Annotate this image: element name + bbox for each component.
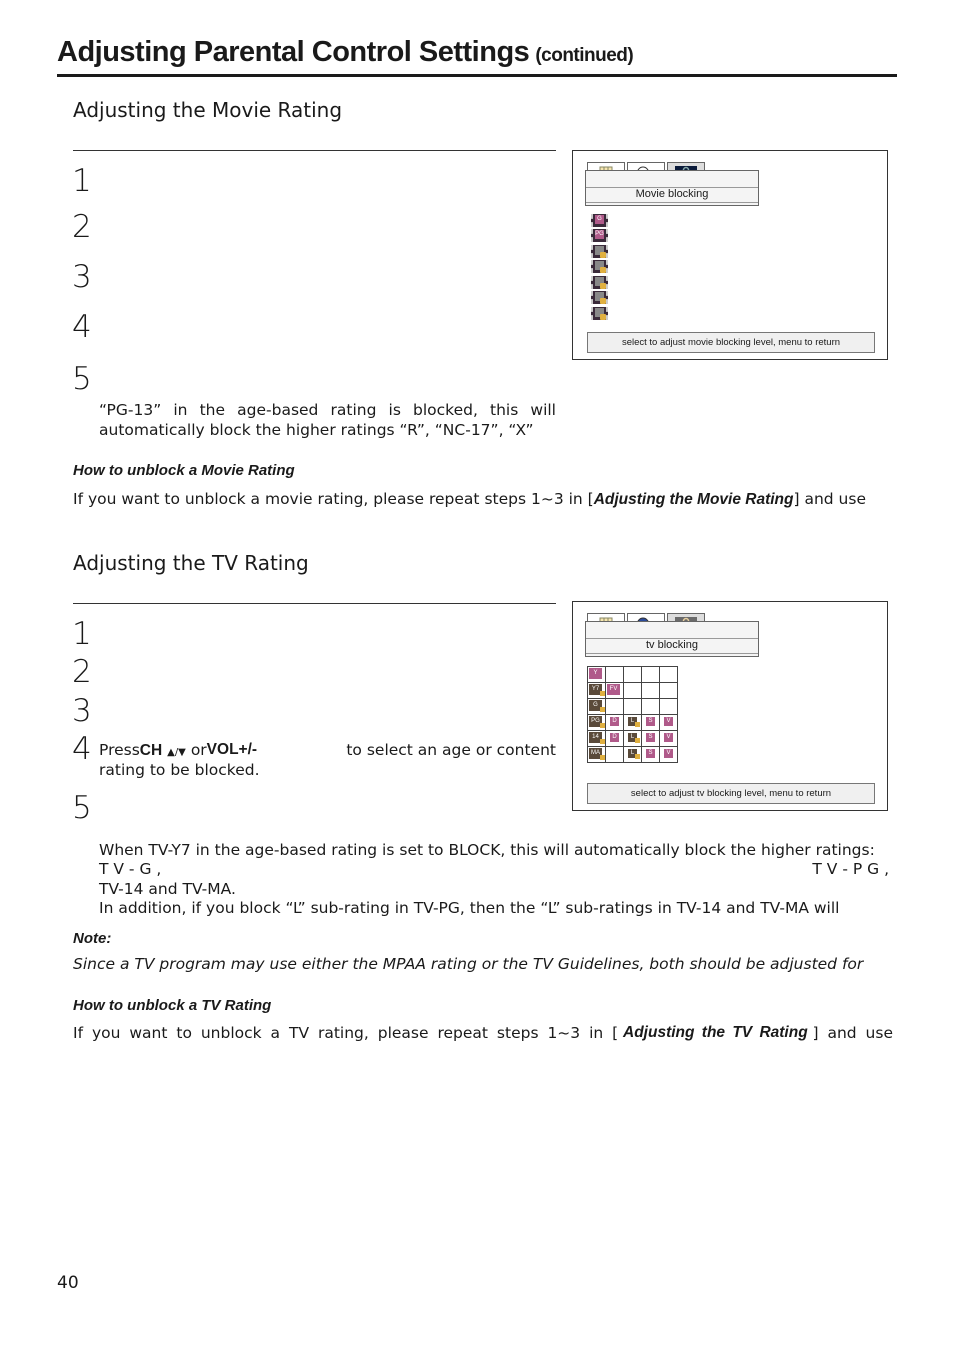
rating-film-nc17 [591, 276, 608, 289]
rating-pg: PG [589, 716, 602, 727]
rating-y7: Y7 [589, 684, 602, 695]
movie-blocking-osd [572, 150, 888, 360]
sub-s-ma: S [646, 749, 655, 758]
rating-film-pg: PG [591, 229, 608, 242]
tv-para1-line3: TV-14 and TV-MA. [99, 880, 236, 898]
tv-section-heading: Adjusting the TV Rating [73, 551, 309, 575]
movie-step-3: 3 [72, 259, 92, 295]
tv-para1-line2: T V - G , T V - P G , [99, 860, 889, 878]
sub-s-pg: S [646, 717, 655, 726]
sub-v-14: V [664, 733, 673, 742]
tv-step-3: 3 [72, 693, 92, 729]
tv-para1: When TV-Y7 in the age-based rating is set to BLOCK, this will automatically block the higher ratings: [99, 841, 875, 859]
rating-14: 14 [589, 732, 602, 743]
page-number: 40 [57, 1273, 79, 1293]
movie-step-2: 2 [72, 209, 92, 245]
movie-step-1: 1 [72, 163, 92, 199]
tv-unblock-ref: Adjusting the TV Rating [623, 1024, 808, 1041]
movie-step-5: 5 [72, 361, 92, 397]
tv-step4-line1: Press CH ▲/▼ or VOL+/- to select an age or content [99, 740, 556, 763]
sub-l-ma: L [628, 749, 637, 758]
tv-step-5: 5 [72, 790, 92, 826]
rating-film-r [591, 260, 608, 273]
rating-film-g: G [591, 214, 608, 227]
vol-key: VOL+/- [206, 741, 258, 758]
movie-section-rule [73, 150, 556, 151]
sub-d-14: D [610, 733, 619, 742]
sub-fv: FV [607, 684, 620, 695]
osd-status-bar: select to adjust tv blocking level, menu to return [587, 783, 875, 804]
movie-unblock-ref: Adjusting the Movie Rating [593, 491, 794, 508]
sub-v-pg: V [664, 717, 673, 726]
rating-y: Y [589, 668, 602, 679]
rating-ma: MA [589, 748, 602, 759]
tv-step-4: 4 [72, 731, 92, 767]
arrow-keys: ▲/▼ [167, 747, 186, 758]
tv-blocking-osd [572, 601, 888, 811]
rating-g: G [589, 700, 602, 711]
osd-menu-label: tv blocking [586, 638, 758, 654]
rating-film-x [591, 291, 608, 304]
sub-d-pg: D [610, 717, 619, 726]
rating-film-pg13 [591, 245, 608, 258]
note-label: Note: [73, 930, 112, 947]
movie-unblock-heading: How to unblock a Movie Rating [73, 462, 295, 479]
movie-unblock-text: If you want to unblock a movie rating, please repeat steps 1~3 in [Adjusting the Movie Rating] and use [73, 490, 866, 508]
tv-step4-line2: rating to be blocked. [99, 761, 260, 779]
tv-step-1: 1 [72, 616, 92, 652]
sub-v-ma: V [664, 749, 673, 758]
tv-step-2: 2 [72, 654, 92, 690]
osd-menu-label: Movie blocking [586, 187, 758, 203]
ch-key: CH [139, 742, 163, 759]
sub-l-14: L [628, 733, 637, 742]
tv-unblock-heading: How to unblock a TV Rating [73, 997, 272, 1014]
tv-section-rule [73, 603, 556, 604]
sub-s-14: S [646, 733, 655, 742]
osd-status-bar: select to adjust movie blocking level, menu to return [587, 332, 875, 353]
tv-para2: In addition, if you block “L” sub-rating in TV-PG, then the “L” sub-ratings in TV-14 and TV-MA will [99, 899, 840, 917]
sub-l-pg: L [628, 717, 637, 726]
tv-rating-grid [587, 666, 678, 763]
movie-step5-text: “PG-13” in the age-based rating is blocked, this will automatically block the higher ratings “R”, “NC-17”, “X” [99, 401, 556, 439]
rating-film-nr [591, 307, 608, 320]
title-continued: (continued) [535, 45, 634, 66]
osd-menu-box [585, 621, 759, 657]
title-main: Adjusting Parental Control Settings [57, 36, 530, 68]
tv-unblock-text: If you want to unblock a TV rating, please repeat steps 1~3 in [ Adjusting the TV Rating ] and use [73, 1024, 893, 1042]
page-title [57, 36, 633, 69]
movie-step-4: 4 [72, 309, 92, 345]
title-rule [57, 74, 897, 77]
osd-menu-box [585, 170, 759, 206]
note-text: Since a TV program may use either the MPAA rating or the TV Guidelines, both should be adjusted for [73, 955, 864, 973]
movie-section-heading: Adjusting the Movie Rating [73, 98, 343, 122]
